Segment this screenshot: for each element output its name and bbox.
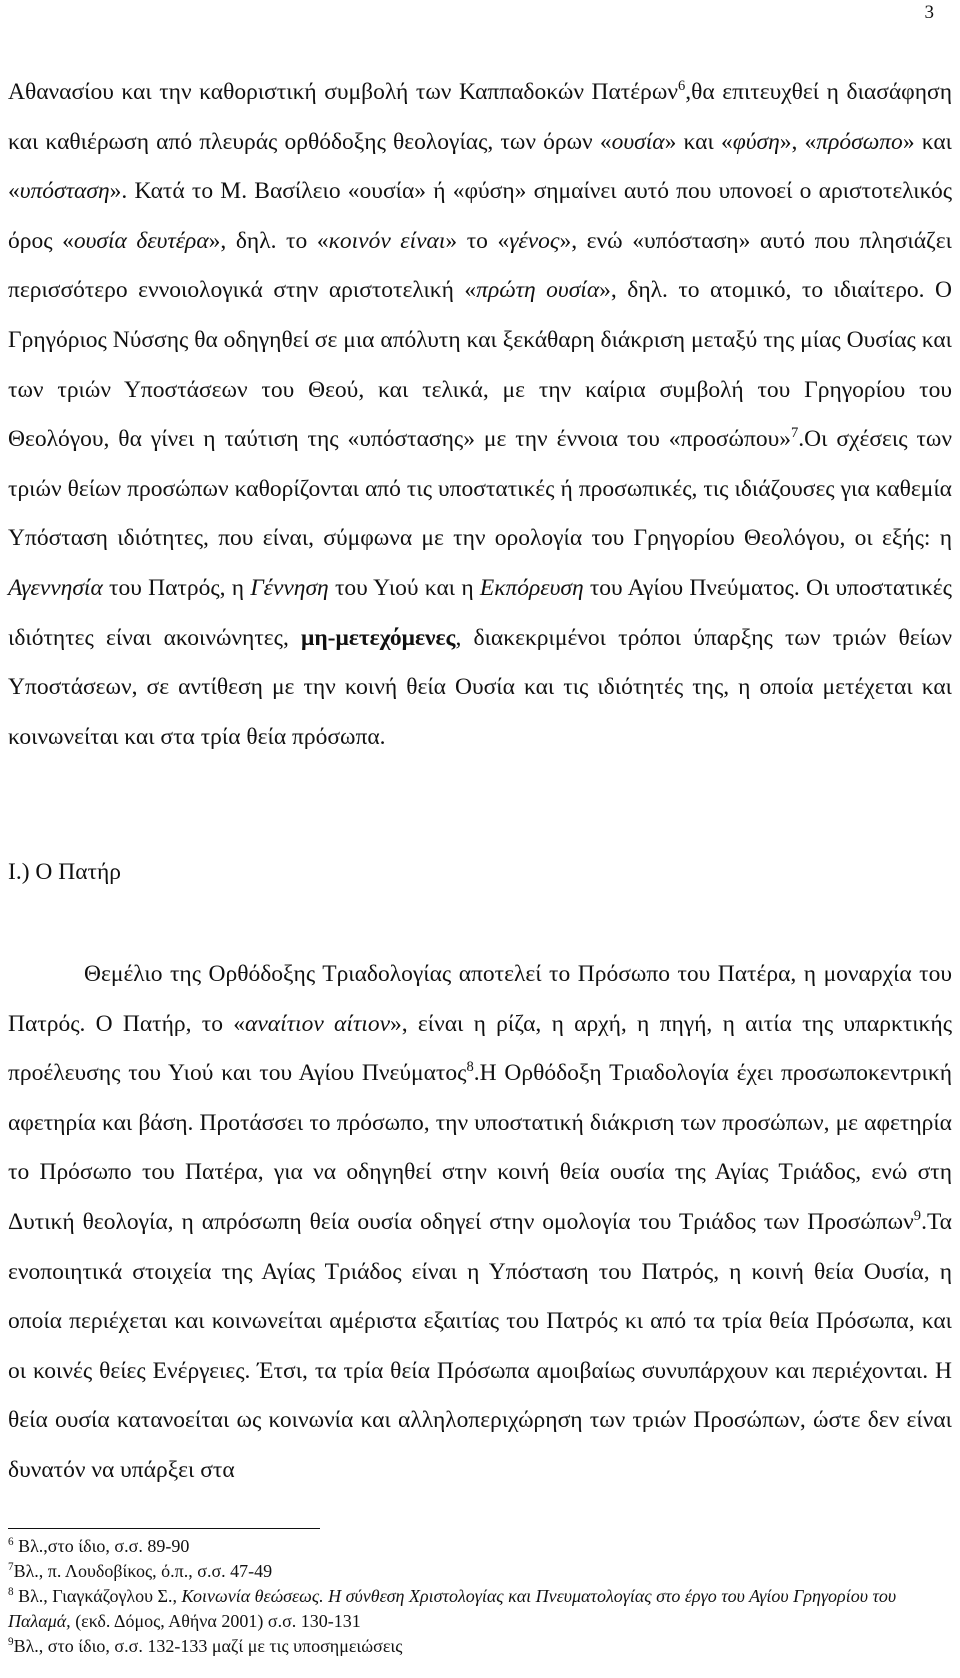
italic-term: Εκπόρευση [479, 574, 584, 601]
italic-term: πρώτη ουσία [476, 277, 600, 304]
text-run: .Η Ορθόδοξη Τριαδολογία έχει προσωποκεντρική αφετηρία και βάση. Προτάσσει το πρόσωπο, την υποστατική διάκριση των προσώπων, με αφετηρία το Πρόσωπο του Πατέρα, για να οδηγηθεί στην κοινή θεία ουσία της Αγίας Τριάδος, ενώ στη Δυτική θεολογία, η απρόσωπη θεία ουσία οδηγεί στην ομολογία του Τριάδος των Προσώπων [8, 1060, 952, 1235]
text-run: » και « [664, 128, 733, 155]
text-run: του Υιού και η [328, 574, 480, 601]
footnote-number: 8 [8, 1586, 14, 1598]
italic-term: κοινόν είναι [328, 227, 446, 254]
text-run: » το « [445, 227, 510, 254]
text-run: Αθανασίου και την καθοριστική συμβολή των Καππαδοκών Πατέρων [8, 79, 678, 105]
text-run: » και « [8, 128, 952, 205]
italic-term: υπόσταση [19, 178, 110, 205]
footnote-text: (εκδ. Δόμος, Αθήνα 2001) σ.σ. 130-131 [70, 1611, 361, 1631]
footnote-number: 7 [8, 1561, 14, 1573]
footnote-ref-7[interactable]: 7 [791, 425, 799, 442]
footnote-text: Βλ., στο ίδιο, σ.σ. 132-133 μαζί με τις υποσημειώσεις [13, 1636, 403, 1656]
italic-term: φύση [732, 128, 780, 155]
footnote-6 [8, 1534, 952, 1559]
footnote-ref-9[interactable]: 9 [913, 1208, 922, 1225]
text-run: Θεμέλιο της Ορθόδοξης Τριαδολογίας αποτελεί το Πρόσωπο του Πατέρα, η μοναρχία του Πατρός. Ο Πατήρ, το « [8, 961, 952, 1037]
text-run: , διακεκριμένοι τρόποι ύπαρξης των τριών θείων Υποστάσεων, σε αντίθεση με την κοινή θεία Ουσία και τις ιδιότητές της, η οποία μετέχεται και κοινωνείται και στα τρία θεία πρόσωπα. [8, 624, 952, 750]
text-run: », δηλ. το « [208, 227, 329, 254]
section-heading: I.) Ο Πατήρ [8, 859, 121, 885]
page-number: 3 [924, 2, 934, 23]
footnote-text: Βλ., Γιαγκάζογλου Σ., [13, 1586, 182, 1606]
text-run: του Πατρός, η [102, 574, 251, 601]
footnotes [8, 1534, 952, 1659]
body-paragraph-2 [8, 950, 952, 1496]
footnote-number: 6 [8, 1536, 14, 1548]
footnote-ref-8[interactable]: 8 [466, 1059, 474, 1076]
body-paragraph-1 [8, 68, 952, 762]
italic-term: ουσία [611, 128, 665, 155]
footnote-text: Βλ., π. Λουδοβίκος, ό.π., σ.σ. 47-49 [13, 1561, 273, 1581]
text-run: του Αγίου Πνεύματος. Οι υποστατικές ιδιότητες είναι ακοινώνητες, [8, 574, 952, 651]
italic-term: ουσία δευτέρα [73, 227, 209, 254]
footnote-7 [8, 1559, 952, 1584]
text-run: », ενώ «υπόσταση» αυτό που πλησιάζει περισσότερο εννοιολογικά στην αριστοτελική « [8, 227, 952, 304]
footnote-book-title: Κοινωνία θεώσεως. Η σύνθεση Χριστολογίας και Πνευματολογίας στο έργο του Αγίου Γρηγορίου του Παλαμά, [8, 1586, 897, 1631]
italic-term: πρόσωπο [816, 128, 903, 155]
italic-term: Γέννηση [250, 574, 329, 601]
footnote-separator [8, 1528, 320, 1529]
italic-term: αναίτιον αίτιον [245, 1010, 391, 1037]
text-run: ». Κατά το Μ. Βασίλειο «ουσία» ή «φύση» σημαίνει αυτό που υπονοεί ο αριστοτελικός όρος « [8, 178, 952, 254]
text-run: .Οι σχέσεις των τριών θείων προσώπων καθορίζονται από τις υποστατικές ή προσωπικές, τις ιδιάζουσες για καθεμία Υπόσταση ιδιότητες, που είναι, σύμφωνα με την ορολογία του Γρηγορίου Θεολόγου, οι εξής: η [8, 426, 952, 552]
italic-term: γένος [509, 227, 560, 254]
footnote-9 [8, 1634, 952, 1659]
text-run: », δηλ. το ατομικό, το ιδιαίτερο. Ο Γρηγόριος Νύσσης θα οδηγηθεί σε μια απόλυτη και ξεκάθαρη διάκριση μεταξύ της μίας Ουσίας και των τριών Υποστάσεων του Θεού, και τελικά, με την καίρια συμβολή του Γρηγορίου του Θεολόγου, θα γίνει η ταύτιση της «υπόστασης» με την έννοια του «προσώπου» [8, 277, 952, 453]
text-run: », είναι η ρίζα, η αρχή, η πηγή, η αιτία της υπαρκτικής προέλευσης του Υιού και του Αγίου Πνεύματος [8, 1010, 952, 1087]
text-run: .Τα ενοποιητικά στοιχεία της Αγίας Τριάδος είναι η Υπόσταση του Πατρός, η κοινή θεία Ουσία, η οποία περιέχεται και κοινωνείται αμέριστα εξαιτίας του Πατρός κι από τα τρία θεία Πρόσωπα, και οι κοινές θείες Ενέργειες. Έτσι, τα τρία θεία Πρόσωπα αμοιβαίως συνυπάρχουν και περιέχονται. Η θεία ουσία κατανοείται ως κοινωνία και αλληλοπεριχώρηση των τριών Προσώπων, ώστε δεν είναι δυνατόν να υπάρξει στα [8, 1208, 952, 1483]
footnote-number: 9 [8, 1636, 14, 1648]
bold-term: μη-μετεχόμενες [301, 624, 456, 651]
text-run: ,θα επιτευχθεί η διασάφηση και καθιέρωση από πλευράς ορθόδοξης θεολογίας, των όρων « [8, 79, 952, 155]
footnote-text: Βλ.,στο ίδιο, σ.σ. 89-90 [13, 1536, 190, 1556]
footnote-8 [8, 1584, 952, 1634]
italic-term: Αγεννησία [8, 574, 103, 601]
text-run: », « [779, 128, 817, 155]
footnote-ref-6[interactable]: 6 [677, 78, 686, 95]
